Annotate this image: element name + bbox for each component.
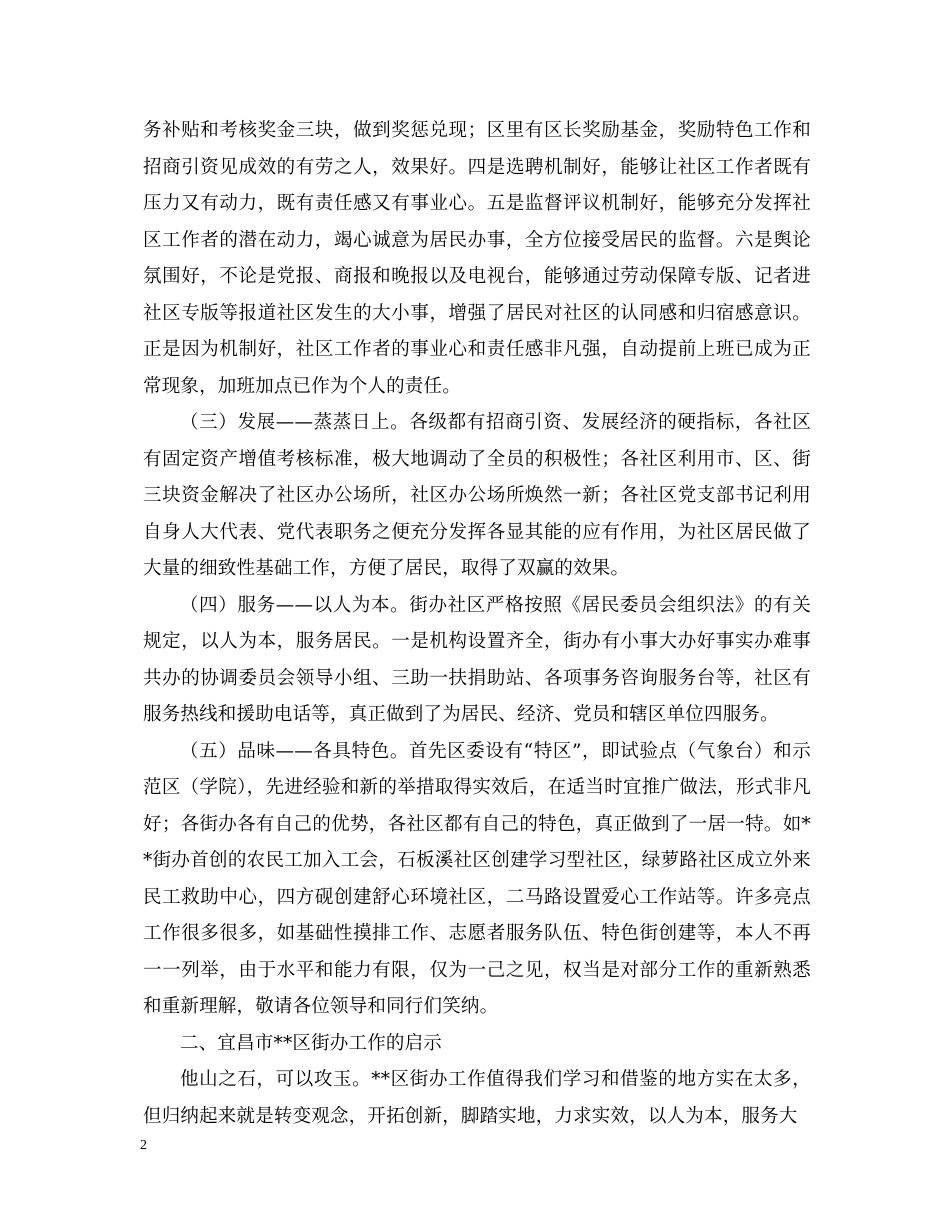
paragraph-development: （三）发展——蒸蒸日上。各级都有招商引资、发展经济的硬指标，各社区有固定资产增值考核标准，极大地调动了全员的积极性；各社区利用市、区、街三块资金解决了社区办公场所，社区办公场所焕然一新；各社区党支部书记利用自身人大代表、党代表职务之便充分发挥各显其能的应有作用，为社区居民做了大量的细致性基础工作，方便了居民，取得了双赢的效果。 (143, 412, 811, 579)
paragraph-taste: （五）品味——各具特色。首先区委设有“特区”，即试验点（气象台）和示范区（学院），先进经验和新的举措取得实效后，在适当时宜推广做法，形式非凡好；各街办各有自己的优势，各社区都有自己的特色，真正做到了一居一特。如**街办首创的农民工加入工会，石板溪社区创建学习型社区，绿萝路社区成立外来民工救助中心，四方砚创建舒心环境社区，二马路设置爱心工作站等。许多亮点工作很多很多，如基础性摸排工作、志愿者服务队伍、特色街创建等，本人不再一一列举，由于水平和能力有限，仅为一己之见，权当是对部分工作的重新熟悉和重新理解，敬请各位领导和同行们笑纳。 (143, 740, 811, 1017)
paragraph-inspiration: 他山之石，可以攻玉。**区街办工作值得我们学习和借鉴的地方实在太多，但归纳起来就是转变观念，开拓创新，脚踏实地，力求实效，以人为本，服务大 (143, 1069, 811, 1127)
page-number: 2 (140, 1138, 147, 1153)
paragraph-service: （四）服务——以人为本。街办社区严格按照《居民委员会组织法》的有关规定，以人为本，服务居民。一是机构设置齐全，街办有小事大办好事实办难事共办的协调委员会领导小组、三助一扶捐助站、各项事务咨询服务台等，社区有服务热线和援助电话等，真正做到了为居民、经济、党员和辖区单位四服务。 (143, 594, 811, 725)
section-heading-inspiration: 二、宜昌市**区街办工作的启示 (180, 1032, 443, 1054)
document-body (143, 113, 811, 1135)
paragraph-mechanism-continued: 务补贴和考核奖金三块，做到奖惩兑现；区里有区长奖励基金，奖励特色工作和招商引资见成效的有劳之人，效果好。四是选聘机制好，能够让社区工作者既有压力又有动力，既有责任感又有事业心。五是监督评议机制好，能够充分发挥社区工作者的潜在动力，竭心诚意为居民办事，全方位接受居民的监督。六是舆论氛围好，不论是党报、商报和晚报以及电视台，能够通过劳动保障专版、记者进社区专版等报道社区发生的大小事，增强了居民对社区的认同感和归宿感意识。正是因为机制好，社区工作者的事业心和责任感非凡强，自动提前上班已成为正常现象，加班加点已作为个人的责任。 (143, 120, 811, 397)
